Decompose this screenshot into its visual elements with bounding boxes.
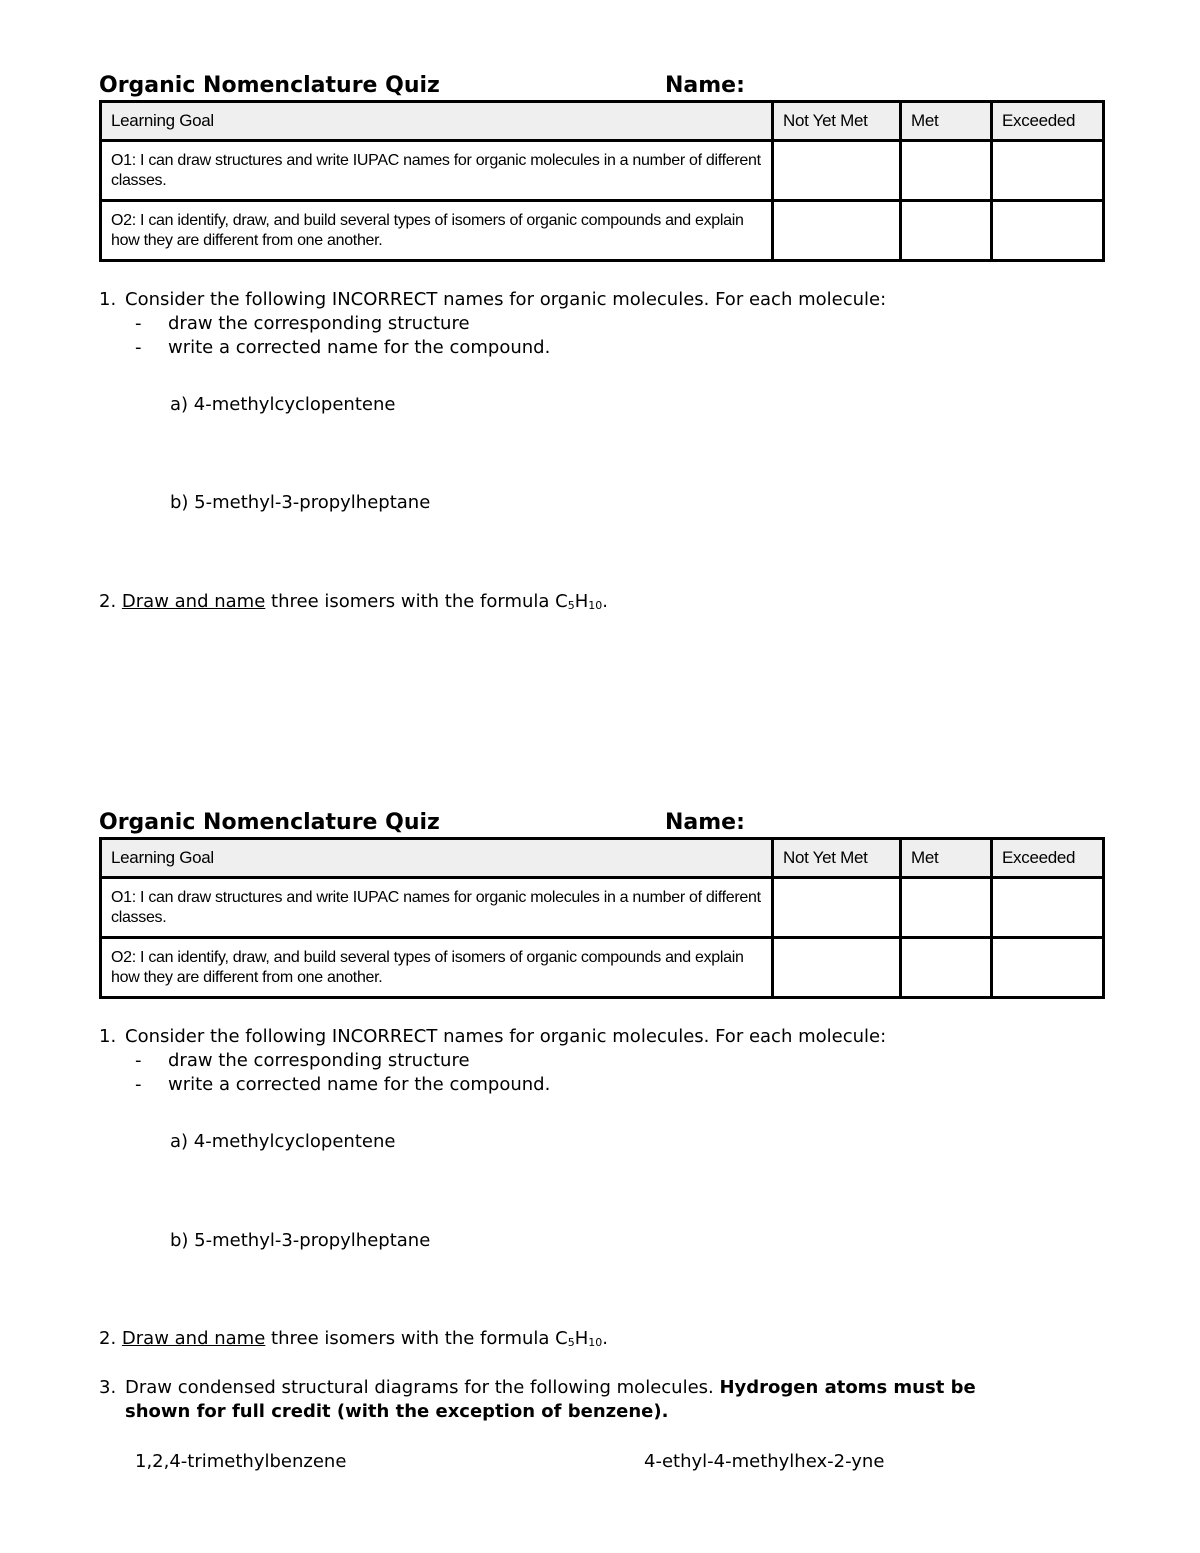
name-label: Name:	[665, 810, 745, 835]
question-number: 2.	[99, 591, 117, 612]
header-met: Met	[901, 102, 992, 141]
table-header-row	[101, 102, 1104, 141]
learning-goals-table	[99, 100, 1105, 262]
instruction-list	[99, 1049, 1102, 1097]
bullet-dash: -	[135, 1074, 142, 1095]
name-label: Name:	[665, 73, 745, 98]
goal-o1: O1: I can draw structures and write IUPAC names for organic molecules in a number of different classes.	[101, 141, 773, 201]
goal-o2: O2: I can identify, draw, and build several types of isomers of organic compounds and explain how they are different from one another.	[101, 938, 773, 998]
draw-and-name-emphasis: Draw and name	[121, 591, 266, 612]
list-item: - draw the corresponding structure	[135, 1050, 470, 1071]
list-item: - draw the corresponding structure	[135, 313, 470, 334]
o2-met-cell[interactable]	[901, 938, 992, 998]
header-met: Met	[901, 839, 992, 878]
question-text: Draw condensed structural diagrams for the following molecules.	[125, 1377, 720, 1398]
o1-met-cell[interactable]	[901, 878, 992, 938]
o1-not-yet-met-cell[interactable]	[773, 878, 901, 938]
o2-exceeded-cell[interactable]	[992, 938, 1104, 998]
question-2: 2. Draw and name three isomers with the formula $C_5H_{10}$.	[99, 591, 609, 612]
question-1a: a) 4-methylcyclopentene	[170, 1131, 396, 1152]
instruction-list	[99, 312, 1102, 360]
molecule-ethylmethylhexyne: 4-ethyl-4-methylhex-2-yne	[644, 1451, 885, 1472]
question-text: Consider the following INCORRECT names for organic molecules. For each molecule:	[125, 289, 887, 310]
o2-met-cell[interactable]	[901, 201, 992, 261]
question-1a: a) 4-methylcyclopentene	[170, 394, 396, 415]
quiz-header	[99, 72, 1102, 100]
hydrogen-requirement-line-2: shown for full credit (with the exception of benzene).	[125, 1401, 669, 1422]
question-number: 1.	[99, 289, 117, 310]
formula-c5h10: $C_5H_{10}$	[555, 1328, 603, 1349]
o1-not-yet-met-cell[interactable]	[773, 141, 901, 201]
bullet-dash: -	[135, 337, 142, 358]
o1-met-cell[interactable]	[901, 141, 992, 201]
o2-not-yet-met-cell[interactable]	[773, 201, 901, 261]
quiz-section-1	[99, 72, 1102, 612]
question-1b: b) 5-methyl-3-propylheptane	[170, 1230, 431, 1251]
question-number: 1.	[99, 1026, 117, 1047]
quiz-title: Organic Nomenclature Quiz	[99, 73, 440, 98]
header-not-yet-met: Not Yet Met	[773, 102, 901, 141]
table-row	[101, 141, 1104, 201]
list-item: - write a corrected name for the compound.	[135, 1074, 551, 1095]
o1-exceeded-cell[interactable]	[992, 141, 1104, 201]
draw-and-name-emphasis: Draw and name	[121, 1328, 266, 1349]
learning-goals-table	[99, 837, 1105, 999]
hydrogen-requirement-line-1: Hydrogen atoms must be	[719, 1377, 976, 1398]
o1-exceeded-cell[interactable]	[992, 878, 1104, 938]
question-1	[99, 288, 1102, 360]
header-exceeded: Exceeded	[992, 102, 1104, 141]
header-learning-goal: Learning Goal	[101, 839, 773, 878]
o2-exceeded-cell[interactable]	[992, 201, 1104, 261]
question-1	[99, 1025, 1102, 1097]
quiz-title: Organic Nomenclature Quiz	[99, 810, 440, 835]
list-item: - write a corrected name for the compound.	[135, 337, 551, 358]
goal-o1: O1: I can draw structures and write IUPAC names for organic molecules in a number of different classes.	[101, 878, 773, 938]
table-row	[101, 878, 1104, 938]
o2-not-yet-met-cell[interactable]	[773, 938, 901, 998]
header-exceeded: Exceeded	[992, 839, 1104, 878]
header-learning-goal: Learning Goal	[101, 102, 773, 141]
goal-o2: O2: I can identify, draw, and build several types of isomers of organic compounds and explain how they are different from one another.	[101, 201, 773, 261]
table-row	[101, 201, 1104, 261]
quiz-section-2	[99, 809, 1102, 1472]
header-not-yet-met: Not Yet Met	[773, 839, 901, 878]
formula-c5h10: $C_5H_{10}$	[555, 591, 603, 612]
question-number: 2.	[99, 1328, 117, 1349]
molecule-trimethylbenzene: 1,2,4-trimethylbenzene	[135, 1451, 347, 1472]
table-header-row	[101, 839, 1104, 878]
bullet-dash: -	[135, 1050, 142, 1071]
table-row	[101, 938, 1104, 998]
quiz-header	[99, 809, 1102, 837]
question-3	[99, 1376, 976, 1424]
question-number: 3.	[99, 1377, 117, 1398]
bullet-dash: -	[135, 313, 142, 334]
question-2: 2. Draw and name three isomers with the formula $C_5H_{10}$.	[99, 1328, 609, 1349]
question-1b: b) 5-methyl-3-propylheptane	[170, 492, 431, 513]
question-text: Consider the following INCORRECT names for organic molecules. For each molecule:	[125, 1026, 887, 1047]
